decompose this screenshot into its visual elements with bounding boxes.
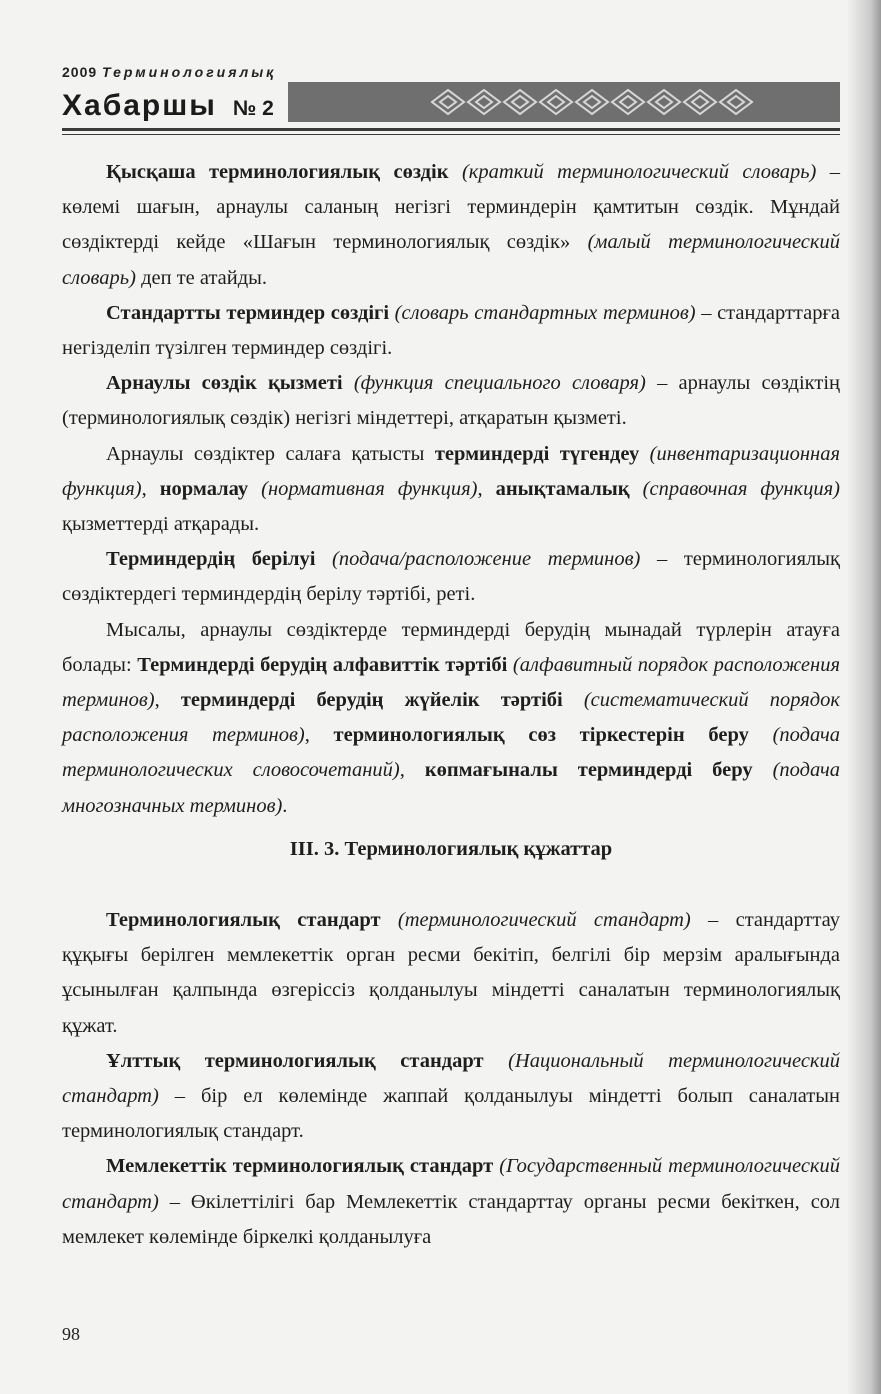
text-run	[484, 1050, 508, 1072]
page-edge-shadow	[847, 0, 881, 1394]
text-run: .	[282, 794, 288, 817]
series-name: Терминологиялық	[102, 64, 277, 80]
italic-gloss: (подача/расположение терминов)	[332, 548, 641, 571]
text-run: Арнаулы сөздіктер салаға қатысты	[106, 442, 435, 465]
italic-gloss: (краткий терминологический словарь)	[461, 161, 817, 183]
bold-term: Мемлекеттік терминологиялық стандарт	[106, 1155, 494, 1178]
text-run	[639, 443, 649, 465]
series-year: 2009	[62, 64, 98, 80]
paragraph	[62, 903, 840, 1044]
italic-gloss: (малый терминологический словарь)	[62, 231, 840, 289]
italic-gloss: (терминологический стандарт)	[397, 909, 691, 932]
paragraph	[62, 1149, 840, 1255]
text-run: – стандарттарға негізделіп түзілген терминдер сөздігі.	[62, 301, 840, 360]
bold-term: Арнаулы сөздік қызметі	[106, 372, 343, 395]
text-run: ,	[477, 477, 496, 500]
bold-term: Терминдердің берілуі	[106, 548, 316, 571]
text-run	[449, 161, 462, 183]
page-number: 98	[62, 1324, 80, 1344]
text-run: – стандарттау құқығы берілген мемлекеттік орган ресми бекітіп, белгілі бір мерзім аралығында ұсынылған қалпында өзгеріссіз қолданылуы міндетті саналатын терминологиялық құжат.	[62, 909, 840, 1037]
bold-term: Терминологиялық стандарт	[106, 909, 381, 932]
paragraph	[62, 542, 840, 612]
bold-term: терминдерді берудің жүйелік тәртібі	[180, 689, 563, 712]
bold-term: Стандартты терминдер сөздігі	[106, 301, 390, 324]
text-run: ,	[141, 477, 160, 500]
text-run: деп те атайды.	[135, 266, 268, 289]
bold-term: терминологиялық сөз тіркестерін беру	[333, 724, 749, 747]
header-rule-thin	[62, 134, 840, 135]
paragraph	[62, 437, 840, 543]
paragraph	[62, 1044, 840, 1150]
bold-term: Терминдерді берудің алфавиттік тәртібі	[137, 653, 508, 676]
text-run	[248, 478, 261, 500]
text-run	[315, 548, 332, 570]
text-run: Мысалы, арнаулы сөздіктерде терминдерді берудің мынадай түрлерін атауға болады:	[62, 618, 840, 676]
text-run: – арнаулы сөздіктің (терминологиялық сөздік) негізгі міндеттері, атқаратын қызметі.	[62, 372, 841, 430]
header-rule-thick	[62, 128, 840, 131]
italic-gloss: (Национальный терминологический стандарт)	[62, 1049, 841, 1108]
text-run: – терминологиялық сөздіктердегі терминдердің берілу тәртібі, реті.	[62, 548, 840, 606]
italic-gloss: (функция специального словаря)	[353, 372, 646, 395]
ornament-band	[288, 82, 840, 122]
italic-gloss: (алфавитный порядок расположения терминов)	[62, 653, 840, 712]
body-text	[62, 155, 840, 1255]
issue-number: № 2	[232, 97, 274, 120]
paragraph	[62, 366, 840, 436]
text-run: – Өкілеттілігі бар Мемлекеттік стандарттау органы ресми бекіткен, сол мемлекет көлемінде біркелкі қолданылуға	[62, 1190, 840, 1248]
italic-gloss: (Государственный терминологический стандарт)	[62, 1155, 841, 1213]
bold-term: көпмағыналы терминдерді беру	[424, 759, 753, 782]
paragraph	[62, 613, 840, 824]
text-run: – көлемі шағын, арнаулы саланың негізгі терминдерін қамтитын сөздік. Мұндай сөздіктерді кейде «Шағын терминологиялық сөздік»	[62, 161, 841, 254]
italic-gloss: (инвентаризационная функция)	[62, 442, 840, 500]
text-run: ,	[399, 759, 425, 782]
paragraph	[62, 296, 840, 366]
bold-term: терминдерді түгендеу	[434, 442, 640, 465]
section-heading: ІІІ. 3. Терминологиялық құжаттар	[289, 837, 613, 860]
italic-gloss: (справочная функция)	[642, 477, 840, 500]
ornament-pattern-icon	[428, 86, 768, 118]
text-run	[749, 724, 773, 746]
text-run: қызметтерді атқарады.	[62, 513, 260, 536]
bold-term: анықтамалық	[495, 477, 630, 500]
italic-gloss: (нормативная функция)	[261, 477, 478, 500]
paragraph	[62, 155, 840, 296]
bold-term: нормалау	[159, 477, 249, 500]
italic-gloss: (систематический порядок расположения терминов)	[62, 689, 840, 747]
text-run: – бір ел көлемінде жаппай қолданылуы міндетті болып саналатын терминологиялық стандарт.	[62, 1085, 840, 1143]
text-run: ,	[304, 724, 334, 747]
header-rules	[62, 128, 840, 135]
italic-gloss: (подача многозначных терминов)	[62, 759, 840, 817]
italic-gloss: (словарь стандартных терминов)	[394, 301, 696, 324]
text-run	[381, 909, 398, 931]
text-run	[563, 689, 584, 711]
text-run	[753, 759, 773, 781]
bold-term: Қысқаша терминологиялық сөздік	[106, 161, 449, 183]
bold-term: Ұлттық терминологиялық стандарт	[106, 1049, 484, 1072]
italic-gloss: (подача терминологических словосочетаний)	[62, 724, 840, 782]
series-line	[62, 64, 840, 80]
text-run	[630, 478, 643, 500]
text-run: ,	[154, 689, 181, 712]
journal-title: Хабаршы	[62, 89, 217, 122]
text-run	[343, 372, 354, 394]
